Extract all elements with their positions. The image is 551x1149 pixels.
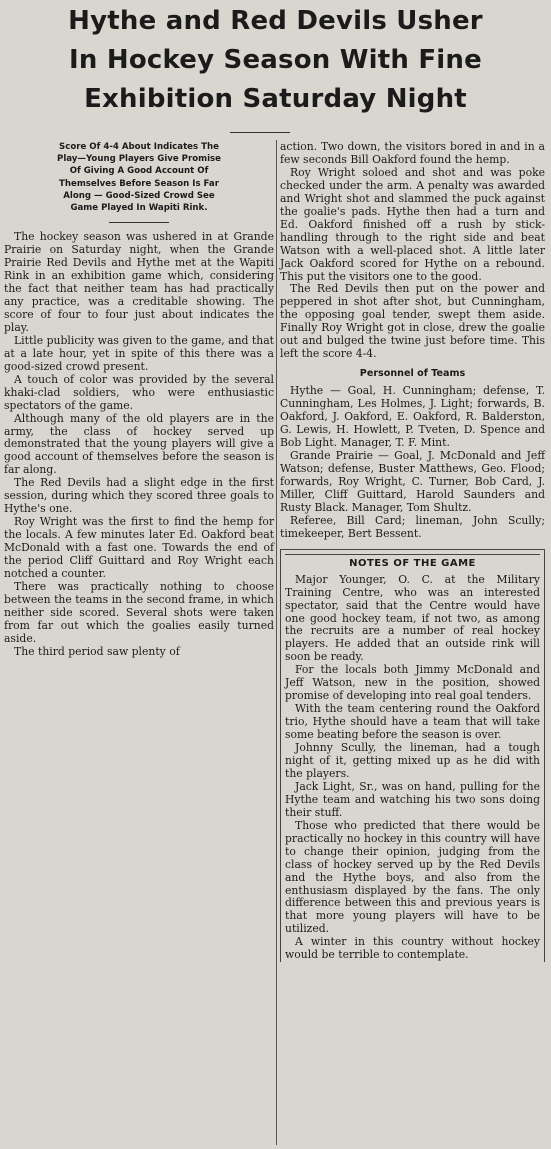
- notes-paragraph: Jack Light, Sr., was on hand, pulling for the Hythe team and watching his two sons doing their stuff.: [285, 779, 540, 819]
- headline-rule: [230, 132, 290, 133]
- deck-line: Of Giving A Good Account Of: [69, 166, 209, 177]
- personnel-paragraph: Grande Prairie — Goal, J. McDonald and Jeff Watson; defense, Buster Matthews, Geo. Flood; forwards, Roy Wright, C. Turner, Bob Card, J. Miller, Cliff Guittard, Harold Saunders and Rusty Black. Manager, Tom Shultz.: [280, 448, 545, 514]
- article-paragraph: Roy Wright was the first to find the hemp for the locals. A few minutes later Ed. Oakford beat McDonald with a fast one. Towards the end of the period Cliff Guittard and Roy Wright each notched a counter.: [4, 515, 274, 580]
- article-paragraph: action. Two down, the visitors bored in and in a few seconds Bill Oakford found the hemp.: [280, 140, 545, 166]
- notes-box: [280, 549, 545, 963]
- personnel-heading: Personnel of Teams: [359, 368, 466, 380]
- article-paragraph: A touch of color was provided by the several khaki-clad soldiers, who were enthusiastic spectators of the game.: [4, 372, 274, 412]
- notes-paragraph: A winter in this country without hockey would be terrible to contemplate.: [285, 935, 540, 962]
- personnel-paragraph: Hythe — Goal, H. Cunningham; defense, T. Cunningham, Les Holmes, J. Light; forwards, B. Oakford, J. Oakford, E. Oakford, R. Balderston, G. Lewis, H. Howlett, P. Tveten, D. Spence and Bob Light. Manager, T. F. Mint.: [280, 384, 545, 450]
- column-divider: [276, 140, 277, 1145]
- deck-line: Score Of 4-4 About Indicates The: [59, 142, 219, 152]
- notes-paragraph: With the team centering round the Oakford trio, Hythe should have a team that will take some beating before the season is over.: [285, 702, 540, 742]
- article-paragraph: Roy Wright soloed and shot and was poke checked under the arm. A penalty was awarded and Wright shot and slammed the puck against the goalie's pads. Hythe then had a turn and Ed. Oakford finished off a rush by stick-handling through to the right side and beat Watson with a well-placed shot. A little later Jack Oakford scored for Hythe on a rebound. This put the visitors one to the good.: [280, 165, 545, 283]
- notes-paragraph: Johnny Scully, the lineman, had a tough night of it, getting mixed up as he did with the players.: [285, 741, 540, 780]
- article-paragraph: The third period saw plenty of: [14, 644, 180, 658]
- notes-paragraph: Major Younger, O. C. at the Military Training Centre, who was an interested spectator, said that the Centre would have one good hockey team, if not two, as among the recruits are a number of real hockey players. He added that an outside rink will soon be ready.: [285, 572, 540, 664]
- notes-paragraph: Those who predicted that there would be practically no hockey in this country will have to change their opinion, judging from the class of hockey served up by the Red Devils and the Hythe boys, and also from the enthusiasm displayed by the fans. The only difference between this and previous years is that more young players will have to be utilized.: [285, 818, 540, 936]
- notes-heading: NOTES OF THE GAME: [349, 557, 476, 569]
- left-column: [4, 141, 274, 659]
- article-paragraph: There was practically nothing to choose between the teams in the second frame, in which neither side scored. Several shots were taken from far out which the goalies easily turned aside.: [4, 579, 274, 645]
- article-paragraph: Little publicity was given to the game, and that at a late hour, yet in spite of this there was a good-sized crowd present.: [4, 333, 274, 373]
- notes-rule: [285, 554, 540, 555]
- deck-line: Game Played In Wapiti Rink.: [70, 203, 208, 214]
- article-paragraph: The Red Devils had a slight edge in the first session, during which they scored three goals to Hythe's one.: [4, 476, 274, 516]
- article-paragraph: Although many of the old players are in the army, the class of hockey served up demonstrated that the young players will give a good account of themselves before the season is far along.: [4, 411, 274, 477]
- deck-line: Play—Young Players Give Promise: [57, 154, 221, 165]
- headline-line-3: Exhibition Saturday Night: [84, 84, 467, 114]
- article-paragraph: The hockey season was ushered in at Grande Prairie on Saturday night, when the Grande Prairie Red Devils and Hythe met at the Wapiti Rink in an exhibition game which, considering the fact that neither team has had practically any practice, was a creditable showing. The score of four to four just about indicates the play.: [4, 230, 274, 334]
- article-paragraph: The Red Devils then put on the power and peppered in shot after shot, but Cunningham, the opposing goal tender, swept them aside. Finally Roy Wright got in close, drew the goalie out and bulged the twine just before time. This left the score 4-4.: [280, 282, 545, 361]
- deck-line: Along — Good-Sized Crowd See: [63, 190, 215, 201]
- headline: [0, 2, 551, 119]
- notes-paragraph: For the locals both Jimmy McDonald and Jeff Watson, new in the position, showed promise of developing into real goal tenders.: [285, 663, 540, 703]
- deck-line: Themselves Before Season Is Far: [59, 178, 219, 189]
- headline-line-2: In Hockey Season With Fine: [69, 45, 482, 75]
- right-column: [280, 141, 545, 962]
- subheadline-deck: [8, 141, 270, 214]
- personnel-paragraph: Referee, Bill Card; lineman, John Scully; timekeeper, Bert Bessent.: [280, 513, 545, 540]
- headline-line-1: Hythe and Red Devils Usher: [68, 6, 483, 36]
- deck-rule: [109, 222, 169, 223]
